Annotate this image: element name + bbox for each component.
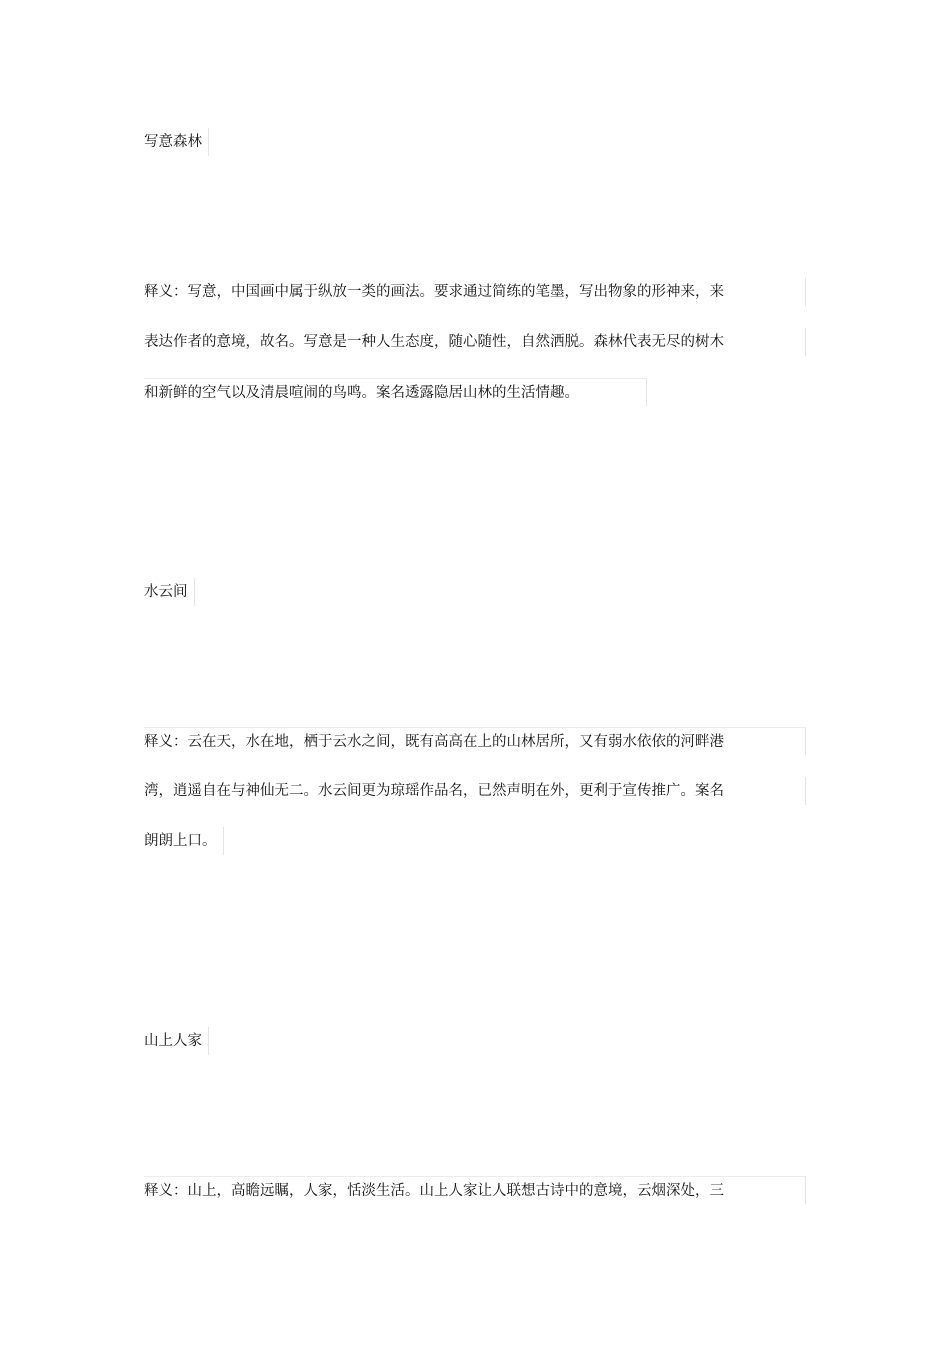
- paragraph-line: 朗朗上口。: [144, 827, 224, 855]
- paragraph-line: 表达作者的意境，故名。写意是一种人生态度，随心随性，自然洒脱。森林代表无尽的树木: [144, 328, 806, 356]
- section-title: 水云间: [144, 578, 195, 606]
- paragraph-line: 释义：山上，高瞻远瞩，人家，恬淡生活。山上人家让人联想古诗中的意境，云烟深处，三: [144, 1176, 806, 1204]
- section-title: 写意森林: [144, 128, 209, 156]
- paragraph-line: 释义：写意，中国画中属于纵放一类的画法。要求通过简练的笔墨，写出物象的形神来，来: [144, 278, 806, 306]
- paragraph-line: 释义：云在天，水在地，栖于云水之间，既有高高在上的山林居所，又有弱水依依的河畔港: [144, 727, 806, 755]
- section-title: 山上人家: [144, 1027, 209, 1055]
- paragraph-line: 湾，逍遥自在与神仙无二。水云间更为琼瑶作品名，已然声明在外，更利于宣传推广。案名: [144, 777, 806, 805]
- paragraph-line: 和新鲜的空气以及清晨喧闹的鸟鸣。案名透露隐居山林的生活情趣。: [144, 378, 647, 406]
